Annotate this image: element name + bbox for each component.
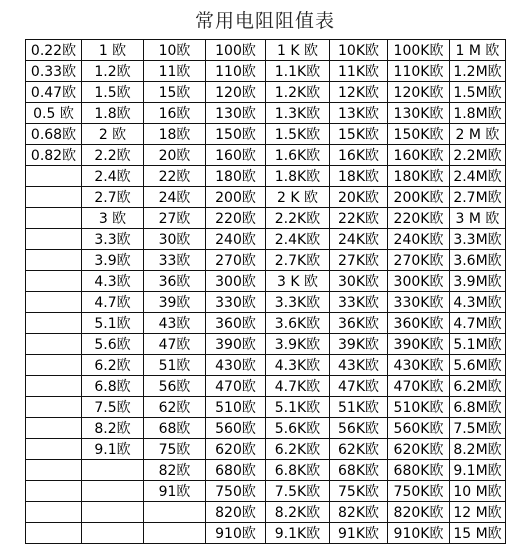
- table-cell: 300K欧: [388, 271, 450, 292]
- table-cell: 56欧: [144, 376, 206, 397]
- table-cell: 1.3K欧: [266, 103, 330, 124]
- table-cell: 160K欧: [388, 145, 450, 166]
- table-row: [26, 271, 506, 292]
- table-row: [26, 250, 506, 271]
- table-cell: [26, 313, 82, 334]
- table-cell: 24欧: [144, 187, 206, 208]
- table-cell: 470K欧: [388, 376, 450, 397]
- table-cell: 51欧: [144, 355, 206, 376]
- table-cell: 2 K 欧: [266, 187, 330, 208]
- table-cell: [26, 229, 82, 250]
- table-cell: 150K欧: [388, 124, 450, 145]
- table-cell: 5.6欧: [82, 334, 144, 355]
- table-cell: 160欧: [206, 145, 266, 166]
- table-cell: 8.2欧: [82, 418, 144, 439]
- table-cell: 47欧: [144, 334, 206, 355]
- table-cell: [144, 523, 206, 544]
- table-row: [26, 103, 506, 124]
- table-cell: 680K欧: [388, 460, 450, 481]
- table-cell: 0.5 欧: [26, 103, 82, 124]
- table-cell: 4.7M欧: [450, 313, 506, 334]
- table-cell: 5.1欧: [82, 313, 144, 334]
- table-row: [26, 355, 506, 376]
- table-cell: 300欧: [206, 271, 266, 292]
- table-cell: [26, 376, 82, 397]
- table-cell: 9.1M欧: [450, 460, 506, 481]
- table-cell: 82K欧: [330, 502, 388, 523]
- table-cell: 270欧: [206, 250, 266, 271]
- table-cell: 2.2欧: [82, 145, 144, 166]
- table-cell: 56K欧: [330, 418, 388, 439]
- table-cell: 3 K 欧: [266, 271, 330, 292]
- table-cell: 8.2M欧: [450, 439, 506, 460]
- table-cell: [82, 481, 144, 502]
- table-row: [26, 124, 506, 145]
- table-cell: 5.1M欧: [450, 334, 506, 355]
- table-cell: 36欧: [144, 271, 206, 292]
- table-cell: 130欧: [206, 103, 266, 124]
- table-cell: 430K欧: [388, 355, 450, 376]
- table-cell: 4.3M欧: [450, 292, 506, 313]
- table-row: [26, 145, 506, 166]
- table-row: [26, 208, 506, 229]
- table-cell: 10K欧: [330, 40, 388, 61]
- table-cell: 3.3K欧: [266, 292, 330, 313]
- table-cell: 8.2K欧: [266, 502, 330, 523]
- table-cell: 16K欧: [330, 145, 388, 166]
- table-cell: 2 M 欧: [450, 124, 506, 145]
- table-cell: 9.1K欧: [266, 523, 330, 544]
- table-cell: 2.4M欧: [450, 166, 506, 187]
- table-cell: 22欧: [144, 166, 206, 187]
- table-cell: 3.6K欧: [266, 313, 330, 334]
- table-cell: 910K欧: [388, 523, 450, 544]
- table-cell: 2.7欧: [82, 187, 144, 208]
- table-cell: 2.4欧: [82, 166, 144, 187]
- table-cell: 62K欧: [330, 439, 388, 460]
- table-cell: 360K欧: [388, 313, 450, 334]
- table-cell: 510欧: [206, 397, 266, 418]
- table-cell: 1.2M欧: [450, 61, 506, 82]
- table-cell: 4.3K欧: [266, 355, 330, 376]
- table-cell: [26, 523, 82, 544]
- table-row: [26, 418, 506, 439]
- table-cell: 2.2M欧: [450, 145, 506, 166]
- table-cell: 27欧: [144, 208, 206, 229]
- table-cell: 270K欧: [388, 250, 450, 271]
- table-cell: 75K欧: [330, 481, 388, 502]
- table-row: [26, 397, 506, 418]
- table-cell: 75欧: [144, 439, 206, 460]
- table-body: [26, 40, 506, 544]
- table-cell: 6.8K欧: [266, 460, 330, 481]
- table-cell: 4.3欧: [82, 271, 144, 292]
- table-cell: 3.9K欧: [266, 334, 330, 355]
- table-row: [26, 61, 506, 82]
- table-row: [26, 460, 506, 481]
- table-cell: 3.9欧: [82, 250, 144, 271]
- table-cell: 130K欧: [388, 103, 450, 124]
- table-cell: [26, 208, 82, 229]
- table-cell: [26, 502, 82, 523]
- table-cell: 6.8欧: [82, 376, 144, 397]
- table-cell: 1 K 欧: [266, 40, 330, 61]
- table-cell: 3 欧: [82, 208, 144, 229]
- table-cell: 7.5K欧: [266, 481, 330, 502]
- table-cell: 68欧: [144, 418, 206, 439]
- table-cell: [26, 166, 82, 187]
- table-cell: 12K欧: [330, 82, 388, 103]
- table-row: [26, 376, 506, 397]
- table-cell: 3.3M欧: [450, 229, 506, 250]
- table-cell: 43欧: [144, 313, 206, 334]
- table-cell: 91欧: [144, 481, 206, 502]
- table-cell: 560K欧: [388, 418, 450, 439]
- table-cell: 15 M欧: [450, 523, 506, 544]
- table-cell: 9.1欧: [82, 439, 144, 460]
- table-cell: 11欧: [144, 61, 206, 82]
- table-cell: 1.8K欧: [266, 166, 330, 187]
- table-cell: 1 欧: [82, 40, 144, 61]
- table-row: [26, 82, 506, 103]
- table-cell: [82, 460, 144, 481]
- table-cell: 39K欧: [330, 334, 388, 355]
- table-cell: [26, 439, 82, 460]
- table-cell: 820K欧: [388, 502, 450, 523]
- table-cell: [26, 460, 82, 481]
- table-cell: 2.4K欧: [266, 229, 330, 250]
- table-cell: 2.2K欧: [266, 208, 330, 229]
- table-cell: 390K欧: [388, 334, 450, 355]
- table-cell: 910欧: [206, 523, 266, 544]
- table-row: [26, 313, 506, 334]
- table-cell: 91K欧: [330, 523, 388, 544]
- table-cell: 620欧: [206, 439, 266, 460]
- table-cell: 33K欧: [330, 292, 388, 313]
- table-cell: [144, 502, 206, 523]
- table-cell: 1.5欧: [82, 82, 144, 103]
- table-cell: 100K欧: [388, 40, 450, 61]
- table-cell: 1.5M欧: [450, 82, 506, 103]
- table-cell: 10 M欧: [450, 481, 506, 502]
- table-cell: 120欧: [206, 82, 266, 103]
- table-cell: 1.2K欧: [266, 82, 330, 103]
- table-cell: 7.5M欧: [450, 418, 506, 439]
- table-cell: 5.1K欧: [266, 397, 330, 418]
- table-cell: 1.6K欧: [266, 145, 330, 166]
- table-cell: 68K欧: [330, 460, 388, 481]
- table-cell: 510K欧: [388, 397, 450, 418]
- table-cell: 430欧: [206, 355, 266, 376]
- table-cell: 6.2欧: [82, 355, 144, 376]
- table-cell: 560欧: [206, 418, 266, 439]
- table-row: [26, 502, 506, 523]
- table-cell: 6.8M欧: [450, 397, 506, 418]
- table-cell: 0.47欧: [26, 82, 82, 103]
- table-cell: 330K欧: [388, 292, 450, 313]
- table-cell: 100欧: [206, 40, 266, 61]
- table-cell: 5.6K欧: [266, 418, 330, 439]
- table-cell: 330欧: [206, 292, 266, 313]
- table-cell: 3.3欧: [82, 229, 144, 250]
- table-cell: 2 欧: [82, 124, 144, 145]
- table-cell: 51K欧: [330, 397, 388, 418]
- table-cell: 5.6M欧: [450, 355, 506, 376]
- table-cell: 360欧: [206, 313, 266, 334]
- table-cell: [82, 502, 144, 523]
- table-cell: 470欧: [206, 376, 266, 397]
- table-row: [26, 40, 506, 61]
- table-cell: [26, 355, 82, 376]
- table-cell: 750欧: [206, 481, 266, 502]
- table-cell: 1.8M欧: [450, 103, 506, 124]
- page-title: 常用电阻阻值表: [194, 10, 335, 32]
- table-cell: [26, 334, 82, 355]
- table-cell: 390欧: [206, 334, 266, 355]
- table-cell: 820欧: [206, 502, 266, 523]
- table-cell: 15K欧: [330, 124, 388, 145]
- table-cell: [26, 481, 82, 502]
- table-cell: 6.2M欧: [450, 376, 506, 397]
- table-row: [26, 187, 506, 208]
- table-cell: 10欧: [144, 40, 206, 61]
- table-cell: 0.82欧: [26, 145, 82, 166]
- table-cell: 12 M欧: [450, 502, 506, 523]
- table-cell: 0.68欧: [26, 124, 82, 145]
- table-cell: 240K欧: [388, 229, 450, 250]
- table-cell: 240欧: [206, 229, 266, 250]
- table-cell: 180欧: [206, 166, 266, 187]
- table-row: [26, 481, 506, 502]
- table-cell: 220K欧: [388, 208, 450, 229]
- table-cell: 750K欧: [388, 481, 450, 502]
- table-cell: 13K欧: [330, 103, 388, 124]
- table-row: [26, 523, 506, 544]
- table-cell: 15欧: [144, 82, 206, 103]
- table-cell: 82欧: [144, 460, 206, 481]
- table-row: [26, 334, 506, 355]
- table-cell: 24K欧: [330, 229, 388, 250]
- table-row: [26, 439, 506, 460]
- table-cell: 2.7M欧: [450, 187, 506, 208]
- table-cell: 4.7欧: [82, 292, 144, 313]
- table-cell: 33欧: [144, 250, 206, 271]
- table-cell: [26, 271, 82, 292]
- table-cell: 1.5K欧: [266, 124, 330, 145]
- table-cell: 1 M 欧: [450, 40, 506, 61]
- resistor-value-sheet: [25, 3, 505, 544]
- table-cell: 18欧: [144, 124, 206, 145]
- table-cell: 18K欧: [330, 166, 388, 187]
- table-cell: 2.7K欧: [266, 250, 330, 271]
- table-cell: 180K欧: [388, 166, 450, 187]
- table-cell: 150欧: [206, 124, 266, 145]
- table-cell: 1.2欧: [82, 61, 144, 82]
- table-cell: [26, 397, 82, 418]
- table-cell: 620K欧: [388, 439, 450, 460]
- table-cell: 22K欧: [330, 208, 388, 229]
- table-cell: 220欧: [206, 208, 266, 229]
- table-cell: 39欧: [144, 292, 206, 313]
- table-cell: 1.8欧: [82, 103, 144, 124]
- table-cell: [26, 418, 82, 439]
- table-cell: 3.9M欧: [450, 271, 506, 292]
- table-row: [26, 229, 506, 250]
- table-cell: [26, 187, 82, 208]
- table-cell: 30欧: [144, 229, 206, 250]
- resistor-value-table: [25, 39, 506, 544]
- table-cell: 20K欧: [330, 187, 388, 208]
- table-cell: 680欧: [206, 460, 266, 481]
- table-cell: 4.7K欧: [266, 376, 330, 397]
- table-cell: 3.6M欧: [450, 250, 506, 271]
- table-cell: 27K欧: [330, 250, 388, 271]
- table-cell: 0.33欧: [26, 61, 82, 82]
- table-cell: 110K欧: [388, 61, 450, 82]
- table-row: [26, 292, 506, 313]
- table-cell: 20欧: [144, 145, 206, 166]
- table-cell: 7.5欧: [82, 397, 144, 418]
- table-cell: 47K欧: [330, 376, 388, 397]
- table-cell: 6.2K欧: [266, 439, 330, 460]
- table-cell: 62欧: [144, 397, 206, 418]
- table-cell: 30K欧: [330, 271, 388, 292]
- table-cell: [26, 292, 82, 313]
- table-cell: [82, 523, 144, 544]
- table-cell: 1.1K欧: [266, 61, 330, 82]
- table-cell: 3 M 欧: [450, 208, 506, 229]
- table-cell: 120K欧: [388, 82, 450, 103]
- table-cell: 200K欧: [388, 187, 450, 208]
- table-cell: 16欧: [144, 103, 206, 124]
- table-cell: 110欧: [206, 61, 266, 82]
- table-cell: 200欧: [206, 187, 266, 208]
- table-cell: 36K欧: [330, 313, 388, 334]
- table-cell: 11K欧: [330, 61, 388, 82]
- table-row: [26, 166, 506, 187]
- table-cell: [26, 250, 82, 271]
- table-cell: 0.22欧: [26, 40, 82, 61]
- table-cell: 43K欧: [330, 355, 388, 376]
